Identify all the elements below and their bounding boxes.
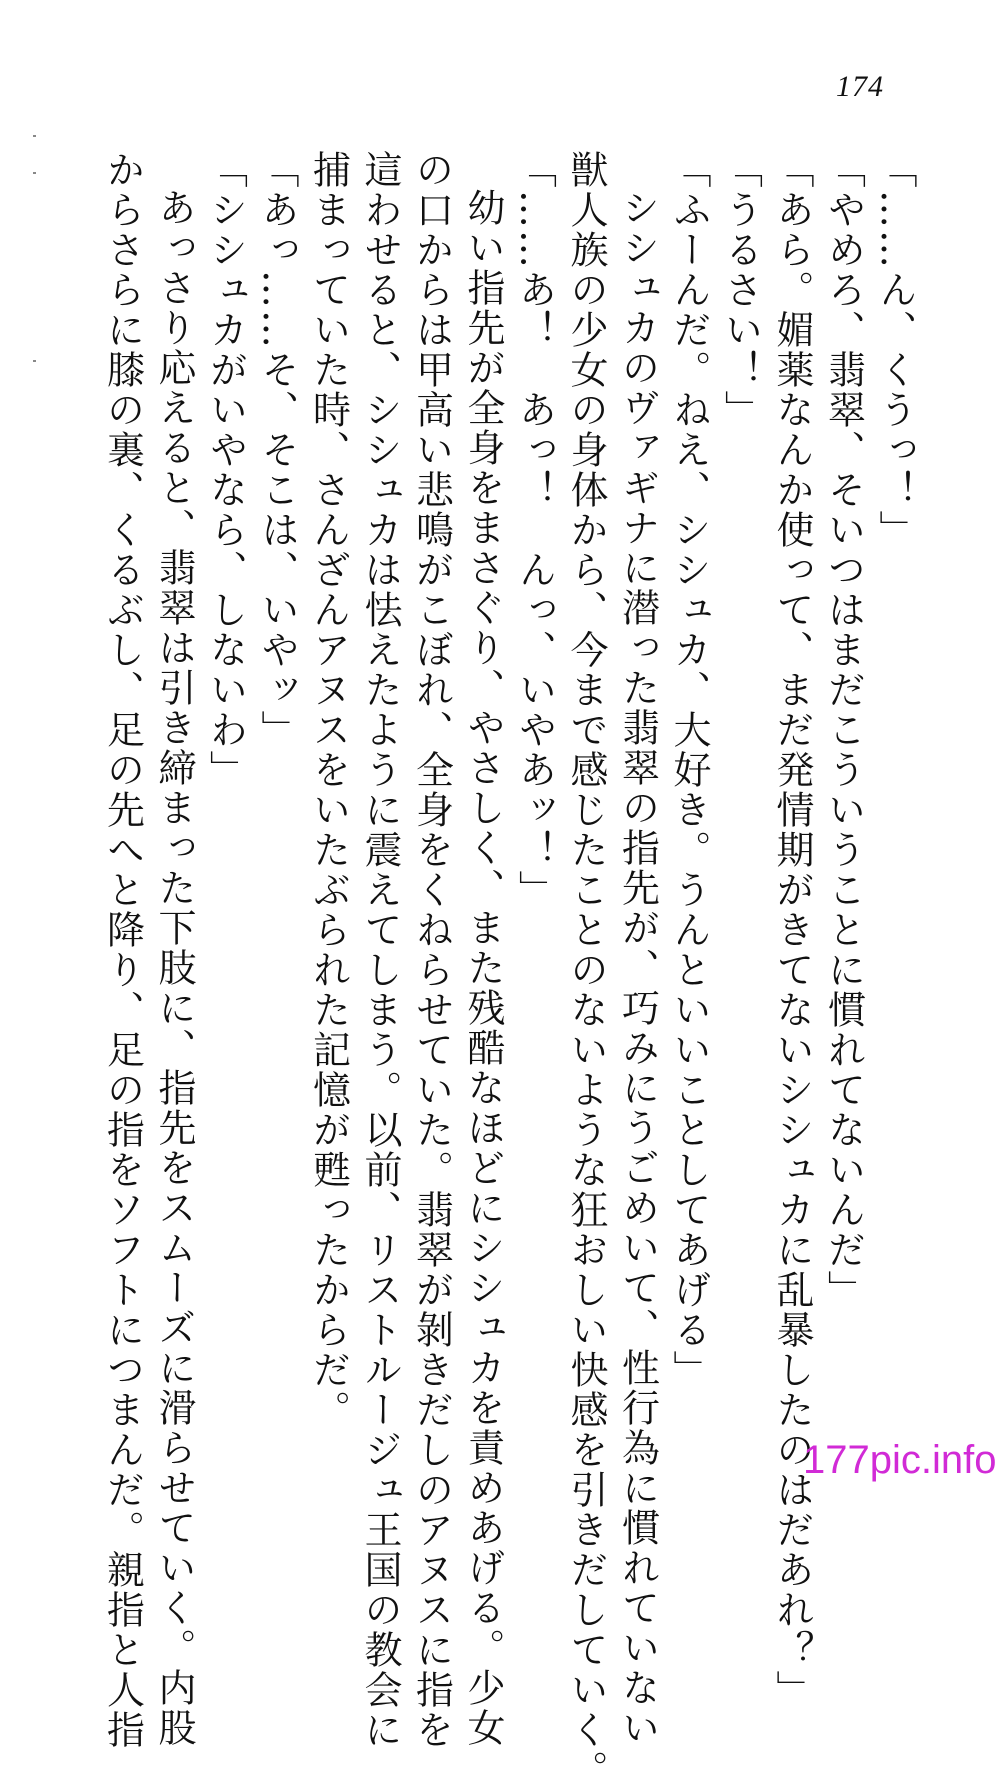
text-column: 這わせると、シシュカは怯えたように震えてしまう。以前、リストルージュ王国の教会に xyxy=(358,150,402,1750)
text-column: 「シシュカがいやなら、しないわ」 xyxy=(203,150,248,790)
text-column: 「……ん、くうっ！」 xyxy=(873,150,917,550)
scan-speck xyxy=(33,172,36,174)
scan-speck xyxy=(33,135,36,137)
text-column: 「うるさい！」 xyxy=(718,150,763,430)
scan-speck xyxy=(33,360,36,362)
text-column: の口からは甲高い悲鳴がこぼれ、全身をくねらせていた。翡翠が剝きだしのアヌスに指を xyxy=(409,150,454,1750)
page-number: 174 xyxy=(836,70,884,103)
text-column: あっさり応えると、翡翠は引き締まった下肢に、指先をスムーズに滑らせていく。内股 xyxy=(152,188,196,1748)
text-column: 「ふーんだ。ねえ、シシュカ、大好き。うんといいことしてあげる」 xyxy=(667,150,711,1390)
text-column: 獣人族の少女の身体から、今まで感じたことのないような狂おしい快感を引きだしていく。 xyxy=(564,150,608,1790)
text-column: 「……あ！ あっ！ んっ、いやあッ！」 xyxy=(512,150,557,910)
watermark: 177pic.info xyxy=(803,1438,997,1482)
text-column: 「あら。媚薬なんか使って、まだ発情期がきてないシシュカに乱暴したのはだあれ？」 xyxy=(770,150,814,1710)
text-column: 捕まっていた時、さんざんアヌスをいたぶられた記憶が甦ったからだ。 xyxy=(306,150,351,1430)
text-column: からさらに膝の裏、くるぶし、足の先へと降り、足の指をソフトにつまんだ。親指と人指 xyxy=(100,150,145,1750)
text-column: 「あっ……そ、そこは、いやッ」 xyxy=(255,150,299,750)
text-column: シシュカのヴァギナに潜った翡翠の指先が、巧みにうごめいて、性行為に慣れていない xyxy=(615,188,660,1748)
text-column: 「やめろ、翡翠、そいつはまだこういうことに慣れてないんだ」 xyxy=(821,150,866,1310)
text-column: 幼い指先が全身をまさぐり、やさしく、また残酷なほどにシシュカを責めあげる。少女 xyxy=(461,188,505,1748)
